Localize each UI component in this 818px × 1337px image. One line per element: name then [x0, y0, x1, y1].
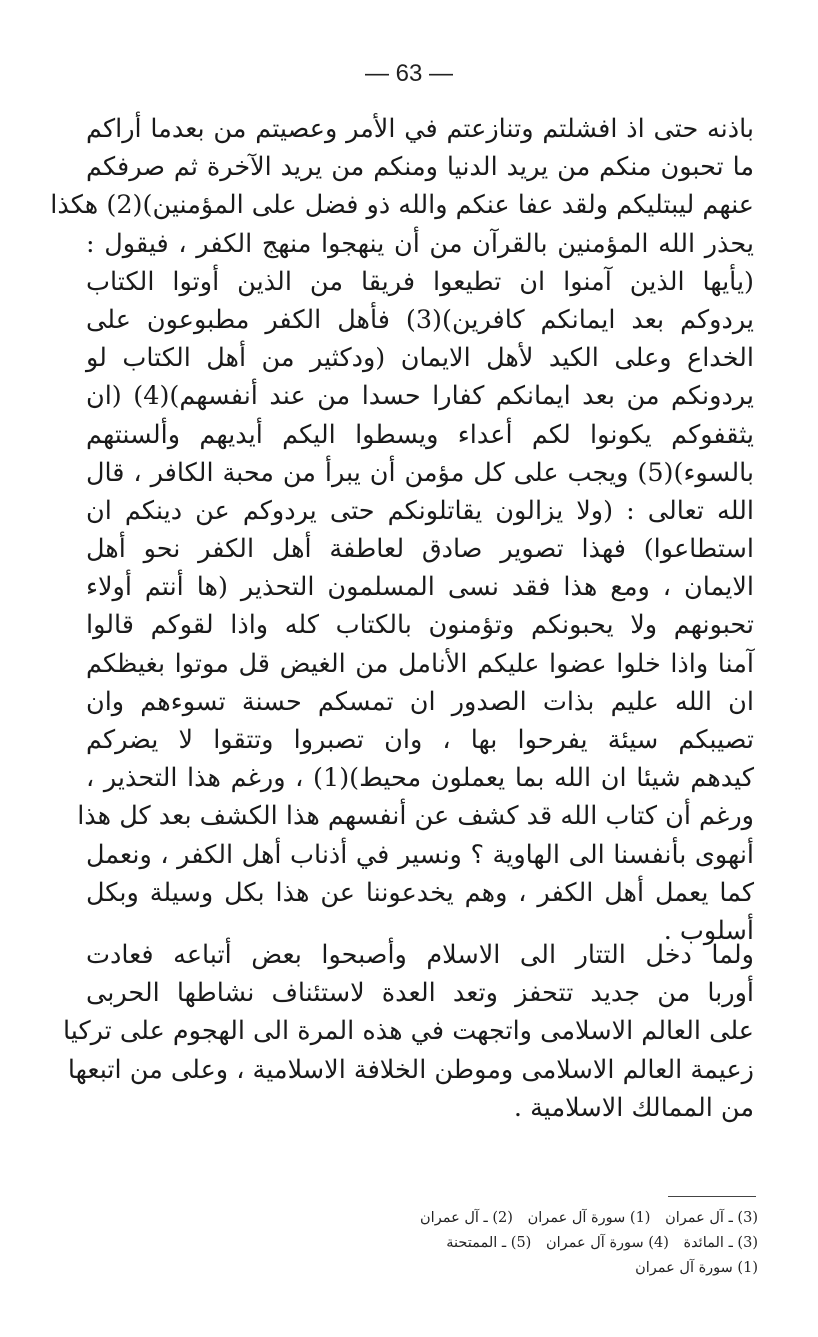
text-line: استطاعوا) فهذا تصوير صادق لعاطفة أهل الكفر نحو أهل	[86, 534, 754, 565]
text-line: ولما دخل التتار الى الاسلام وأصبحوا بعض أتباعه فعادت	[86, 940, 754, 970]
text-line: باذنه حتى اذ افشلتم وتنازعتم في الأمر وعصيتم من بعدما أراكم	[86, 114, 754, 144]
footnote: (1) سورة آل عمران	[527, 1210, 651, 1226]
text-line: كيدهم شيئا ان الله بما يعملون محيط)(1) ، ورغم هذا التحذير ،	[86, 763, 754, 794]
text-line: تصيبكم سيئة يفرحوا بها ، وان تصبروا وتتقوا لا يضركم	[86, 725, 754, 755]
text-line: زعيمة العالم الاسلامى وموطن الخلافة الاسلامية ، وعلى من اتبعها	[67, 1054, 754, 1085]
text-line: من الممالك الاسلامية .	[513, 1092, 754, 1123]
footnote: (3) ـ آل عمران	[665, 1210, 758, 1226]
footnote: (2) ـ آل عمران	[420, 1210, 513, 1226]
text-line: (يأيها الذين آمنوا ان تطيعوا فريقا من الذين أوتوا الكتاب	[86, 266, 754, 297]
page-number: — 63 —	[364, 60, 454, 87]
text-line: آمنا واذا خلوا عضوا عليكم الأنامل من الغيض قل موتوا بغيظكم	[86, 648, 754, 679]
text-line: ما تحبون منكم من يريد الدنيا ومنكم من يريد الآخرة ثم صرفكم	[86, 152, 754, 183]
paragraph-1	[50, 110, 755, 950]
text-line: الله تعالى : (ولا يزالون يقاتلونكم حتى يردوكم عن دينكم ان	[86, 495, 754, 526]
text-line: يثقفوكم يكونوا لكم أعداء ويسطوا اليكم أيديهم وألسنتهم	[86, 419, 754, 450]
footnote: (5) ـ الممتحنة	[446, 1235, 532, 1251]
text-line: يردوكم بعد ايمانكم كافرين)(3) فأهل الكفر مطبوعون على	[86, 304, 755, 335]
text-line: أنهوى بأنفسنا الى الهاوية ؟ ونسير في أذناب أهل الكفر ، ونعمل	[86, 839, 754, 870]
text-line: بالسوء)(5) ويجب على كل مؤمن أن يبرأ من محبة الكافر ، قال	[86, 457, 754, 488]
footnote-row	[270, 1231, 758, 1256]
footnote-divider	[668, 1196, 756, 1197]
text-line: على العالم الاسلامى واتجهت في هذه المرة الى الهجوم على تركيا	[63, 1016, 754, 1047]
text-line: تحبونهم ولا يحبونكم وتؤمنون بالكتاب كله واذا لقوكم قالوا	[86, 610, 754, 641]
text-line: ورغم أن كتاب الله قد كشف عن أنفسهم هذا الكشف بعد كل هذا	[77, 801, 754, 832]
paragraph-2	[63, 936, 754, 1127]
text-line: الايمان ، ومع هذا فقد نسى المسلمون التحذير (ها أنتم أولاء	[86, 572, 754, 603]
text-line: عنهم ليبتليكم ولقد عفا عنكم والله ذو فضل على المؤمنين)(2) هكذا	[50, 190, 754, 221]
text-line: الخداع وعلى الكيد لأهل الايمان (ودكثير من أهل الكتاب لو	[86, 343, 754, 374]
footnote-row	[270, 1256, 758, 1281]
footnote: (4) سورة آل عمران	[545, 1235, 669, 1251]
text-line: كما يعمل أهل الكفر ، وهم يخدعوننا عن هذا بكل وسيلة وبكل	[86, 877, 754, 908]
text-line: يردونكم من بعد ايمانكم كفارا حسدا من عند أنفسهم)(4) (ان	[86, 381, 754, 412]
footnotes	[270, 1206, 758, 1281]
footnote: (1) سورة آل عمران	[635, 1260, 758, 1276]
text-line: أسلوب .	[663, 915, 754, 946]
text-line: أوربا من جديد تتحفز وتعد العدة لاستئناف نشاطها الحربى	[86, 978, 754, 1009]
footnote-row	[270, 1206, 758, 1231]
text-line: يحذر الله المؤمنين بالقرآن من أن ينهجوا منهج الكفر ، فيقول :	[86, 228, 754, 259]
text-line: ان الله عليم بذات الصدور ان تمسكم حسنة تسوءهم وان	[86, 686, 754, 717]
footnote: (3) ـ المائدة	[683, 1235, 758, 1251]
